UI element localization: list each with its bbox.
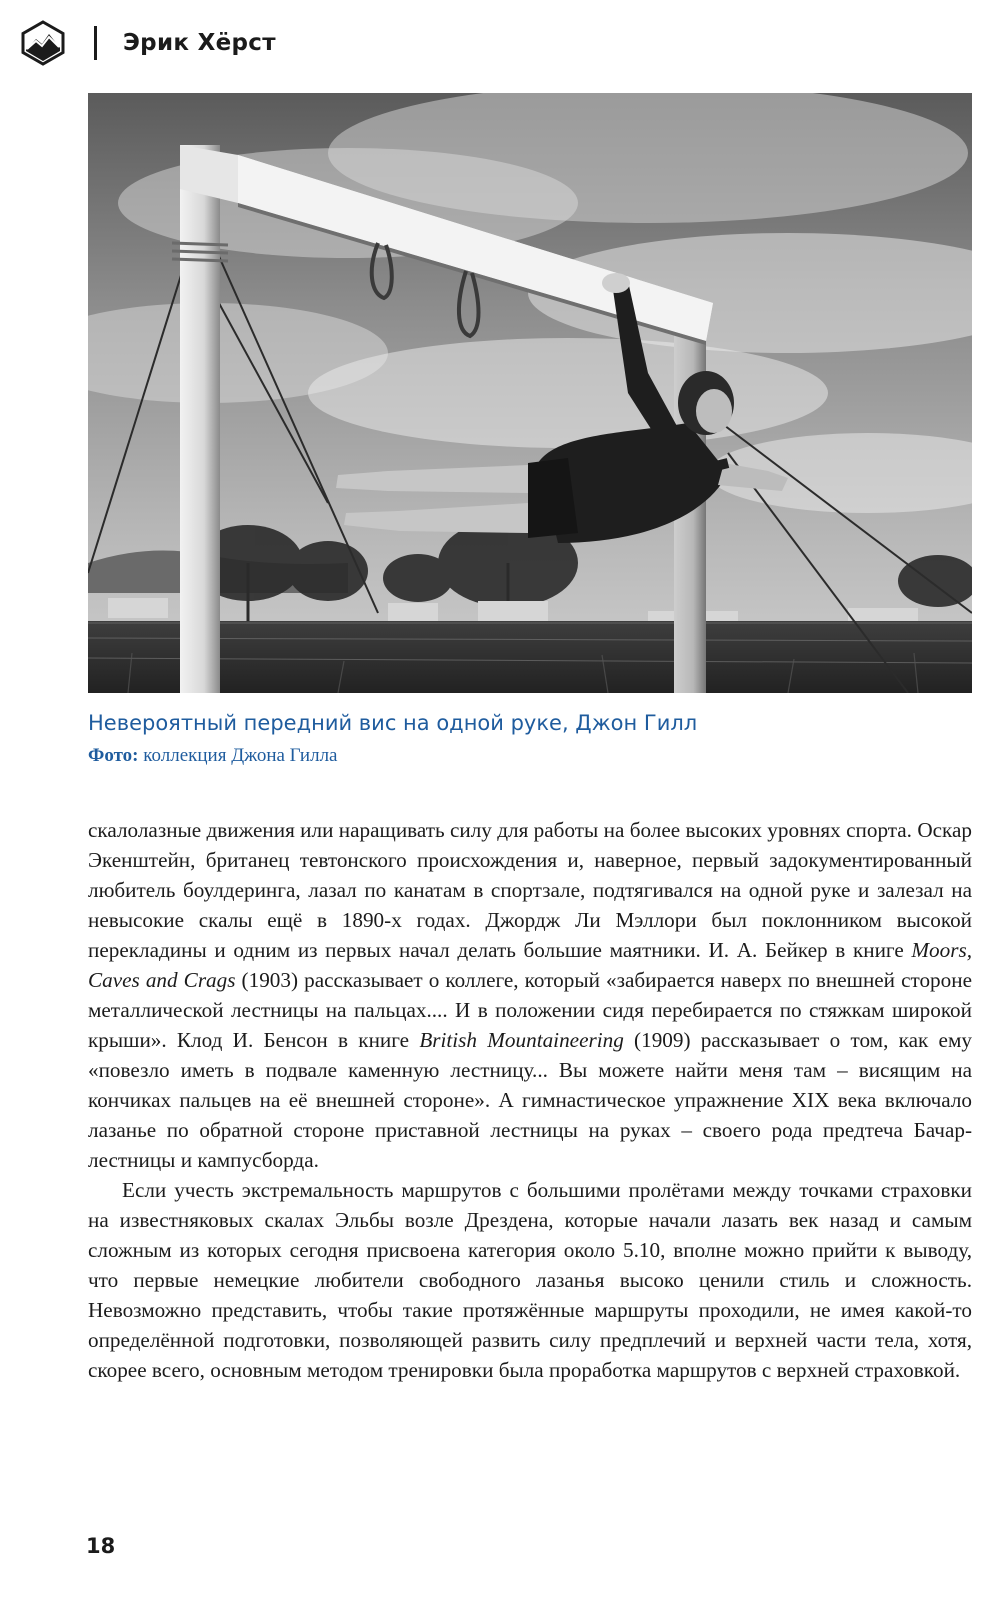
header-separator <box>94 26 97 60</box>
caption-title: Невероятный передний вис на одной руке, Джон Гилл <box>88 711 698 735</box>
running-head <box>20 18 276 68</box>
body-text <box>88 815 972 1385</box>
paragraph-2: Если учесть экстремальность маршрутов с большими пролётами между точками страховки на известняковых скалах Эльбы возле Дрездена, которые начали лазать век назад и самым сложным из которых сегодня присвоена категория около 5.10, вполне можно прийти к выводу, что первые немецкие любители свободного лазанья высоко ценили стиль и сложность. Невозможно представить, чтобы такие протяжённые маршруты проходили, не имея какой-то определённой подготовки, позволяющей развить силу предплечий и верхней части тела, хотя, скорее всего, основным методом тренировки была проработка маршрутов с верхней страховкой. <box>88 1178 972 1382</box>
mountain-logo-icon <box>20 20 66 66</box>
photo-credit-label: Фото: <box>88 745 139 766</box>
photo-illustration <box>88 93 972 693</box>
page-number: 18 <box>86 1534 116 1558</box>
book-title-moors: Moors, Caves and Crags <box>88 938 972 992</box>
book-title-british-mountaineering: British Mountaineering <box>419 1028 624 1052</box>
paragraph-1-part-1: скалолазные движения или наращивать силу для работы на более высоких уровнях спорта. Оскар Экенштейн, британец тевтонского происхождения и, наверное, первый задокументированный любитель боулдеринга, лазал по канатам в спортзале, подтягивался на одной руке и залезал на невысокие скалы ещё в 1890-х годах. Джордж Ли Мэллори был поклонником высокой перекладины и одним из первых начал делать большие маятники. И. А. Бейкер в книге <box>88 818 972 962</box>
paragraph-1 <box>88 815 972 1175</box>
author-name: Эрик Хёрст <box>123 30 276 56</box>
photo-credit-text: коллекция Джона Гилла <box>138 745 338 766</box>
paragraph-1-part-2: (1903) рассказывает о коллеге, который «забирается наверх по внешней стороне металлической лестницы на пальцах.... И в положении сидя перебирается по стяжкам широкой крыши». Клод И. Бенсон в книге <box>88 968 972 1052</box>
photo-caption <box>88 708 968 768</box>
paragraph-1-part-3: (1909) рассказывает о том, как ему «повезло иметь в подвале каменную лестницу... Вы можете найти меня там – висящим на кончиках пальцев на её внешней стороне». А гимнастическое упражнение XIX века включало лазанье по обратной стороне приставной лестницы на руках – своего рода предтеча Бачар-лестницы и кампусборда. <box>88 1028 972 1172</box>
climber-front-lever-photo <box>88 93 972 693</box>
photo-credit <box>88 744 968 768</box>
